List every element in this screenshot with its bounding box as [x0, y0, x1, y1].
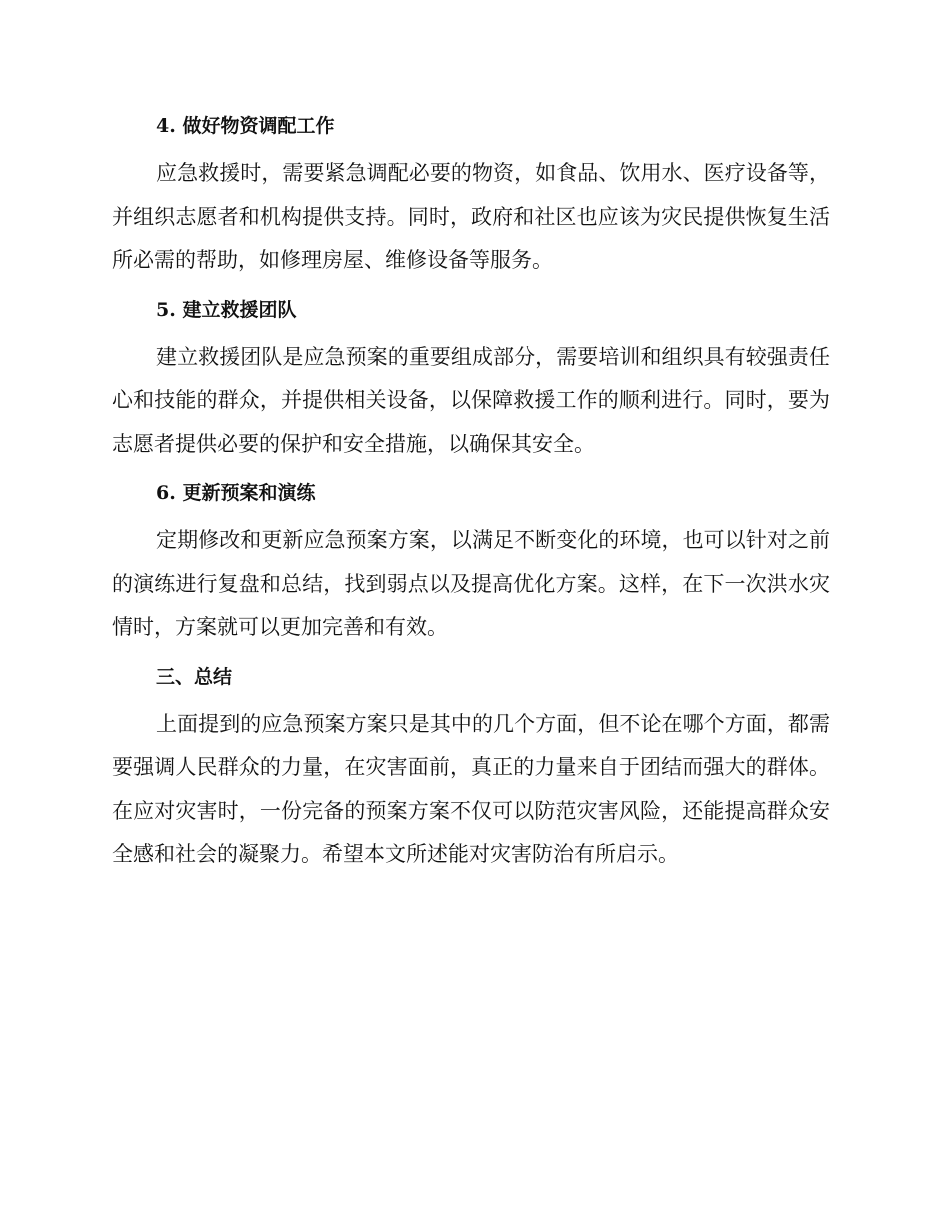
section-paragraph-material-allocation: 应急救援时，需要紧急调配必要的物资，如食品、饮用水、医疗设备等，并组织志愿者和机构提供支持。同时，政府和社区也应该为灾民提供恢复生活所必需的帮助，如修理房屋、维修设备等服务。: [112, 161, 830, 272]
section-paragraph-update-drills: 定期修改和更新应急预案方案，以满足不断变化的环境，也可以针对之前的演练进行复盘和总结，找到弱点以及提高优化方案。这样，在下一次洪水灾情时，方案就可以更加完善和有效。: [112, 528, 830, 639]
section-heading-rescue-team: 5. 建立救援团队: [156, 298, 297, 321]
section-paragraph-rescue-team: 建立救援团队是应急预案的重要组成部分，需要培训和组织具有较强责任心和技能的群众，并提供相关设备，以保障救援工作的顺利进行。同时，要为志愿者提供必要的保护和安全措施，以确保其安全。: [112, 344, 830, 456]
section-heading-material-allocation: 4. 做好物资调配工作: [156, 115, 335, 137]
document-page: [112, 104, 832, 882]
section-paragraph-summary: 上面提到的应急预案方案只是其中的几个方面，但不论在哪个方面，都需要强调人民群众的力量，在灾害面前，真正的力量来自于团结而强大的群体。在应对灾害时，一份完备的预案方案不仅可以防范灾害风险，还能提高群众安全感和社会的凝聚力。希望本文所述能对灾害防治有所启示。: [112, 711, 830, 866]
section-heading-summary: 三、总结: [156, 665, 233, 688]
section-heading-update-drills: 6. 更新预案和演练: [156, 482, 316, 504]
